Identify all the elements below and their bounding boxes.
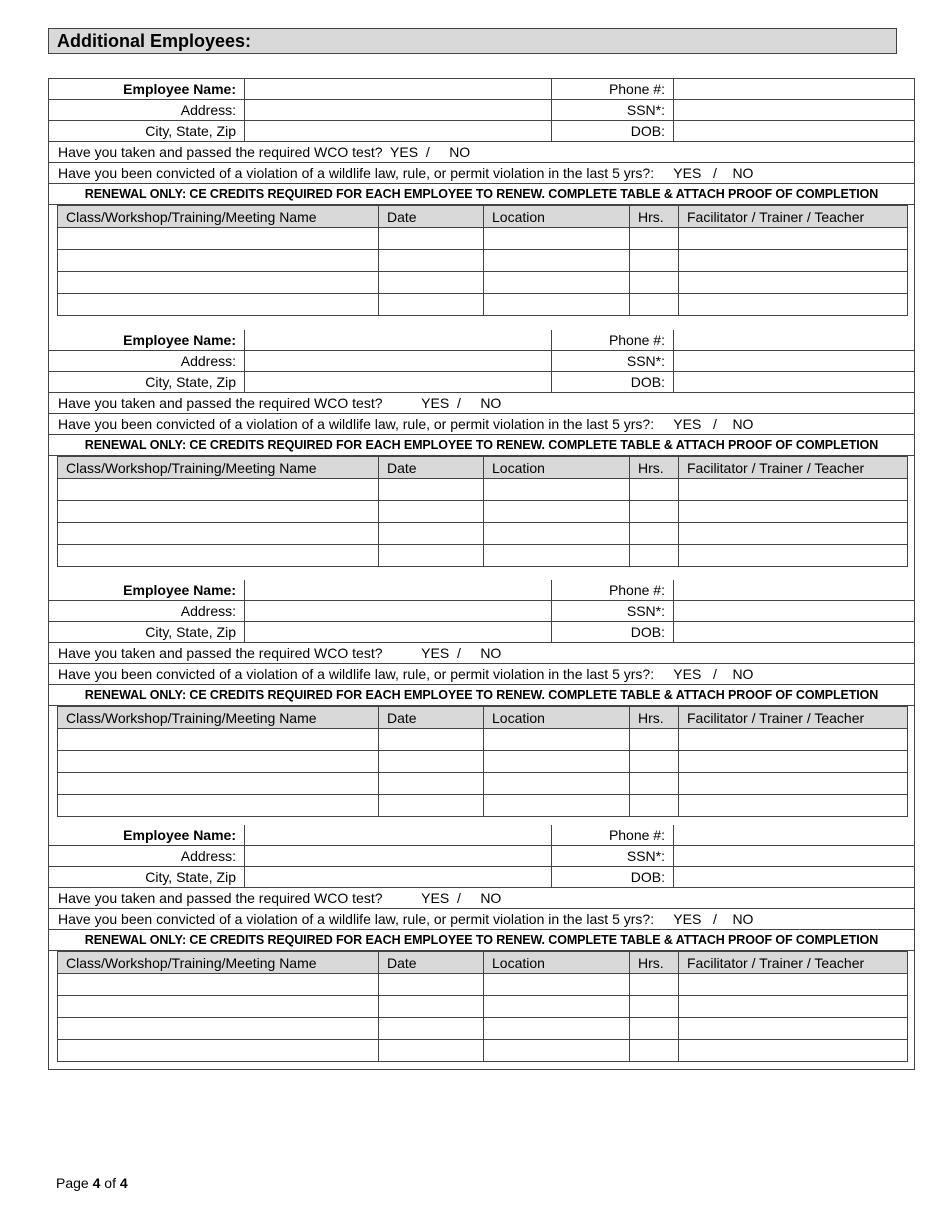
renewal-note: RENEWAL ONLY: CE CREDITS REQUIRED FOR EACH EMPLOYEE TO RENEW. COMPLETE TABLE & ATTACH PROOF OF COMPLETION (49, 184, 914, 205)
phone-label: Phone #: (552, 580, 674, 600)
col-location: Location (484, 952, 630, 974)
dob-field[interactable] (674, 121, 914, 141)
wco-test-question: Have you taken and passed the required WCO test? (58, 395, 383, 411)
location-cell[interactable] (484, 996, 630, 1018)
ce-table-row (58, 479, 908, 501)
city-row (49, 867, 914, 888)
ce-table-row (58, 996, 908, 1018)
ce-table-row (58, 523, 908, 545)
col-date: Date (379, 707, 484, 729)
violation-row (49, 909, 914, 930)
employee-name-label: Employee Name: (49, 580, 245, 600)
facilitator-cell[interactable] (679, 1018, 908, 1040)
wco-test-row (49, 888, 914, 909)
hours-cell[interactable] (630, 996, 679, 1018)
wco-no-option[interactable]: NO (480, 395, 502, 411)
class-name-cell[interactable] (58, 751, 379, 773)
facilitator-cell[interactable] (679, 974, 908, 996)
city-row (49, 121, 914, 142)
violation-yes-option[interactable]: YES (673, 911, 702, 927)
class-name-cell[interactable] (58, 228, 379, 250)
ce-table-row (58, 974, 908, 996)
address-field[interactable] (245, 846, 552, 866)
date-cell[interactable] (379, 1018, 484, 1040)
facilitator-cell[interactable] (679, 545, 908, 567)
class-name-cell[interactable] (58, 974, 379, 996)
hours-cell[interactable] (630, 479, 679, 501)
ce-table-row (58, 773, 908, 795)
ce-table-row (58, 729, 908, 751)
employee-name-field[interactable] (245, 79, 552, 99)
ssn-field[interactable] (674, 100, 914, 120)
city-state-zip-label: City, State, Zip (49, 372, 245, 392)
wco-test-question: Have you taken and passed the required WCO test? (58, 144, 383, 160)
facilitator-cell[interactable] (679, 773, 908, 795)
employee-block-1 (49, 79, 914, 316)
col-hours: Hrs. (630, 457, 679, 479)
facilitator-cell[interactable] (679, 523, 908, 545)
col-hours: Hrs. (630, 952, 679, 974)
facilitator-cell[interactable] (679, 250, 908, 272)
ce-credits-table (57, 205, 908, 316)
col-class-name: Class/Workshop/Training/Meeting Name (58, 457, 379, 479)
violation-no-option[interactable]: NO (732, 666, 754, 682)
violation-yes-option[interactable]: YES (673, 666, 702, 682)
address-label: Address: (49, 846, 245, 866)
address-label: Address: (49, 351, 245, 371)
section-title: Additional Employees: (48, 28, 897, 54)
wco-slash: / (456, 645, 461, 661)
hours-cell[interactable] (630, 974, 679, 996)
address-field[interactable] (245, 100, 552, 120)
wco-slash: / (456, 395, 461, 411)
page-current: 4 (92, 1175, 101, 1191)
city-state-zip-label: City, State, Zip (49, 121, 245, 141)
date-cell[interactable] (379, 729, 484, 751)
facilitator-cell[interactable] (679, 1040, 908, 1062)
class-name-cell[interactable] (58, 996, 379, 1018)
wco-yes-option[interactable]: YES (421, 395, 450, 411)
dob-field[interactable] (674, 372, 914, 392)
ce-table-row (58, 228, 908, 250)
date-cell[interactable] (379, 773, 484, 795)
city-state-zip-label: City, State, Zip (49, 622, 245, 642)
wco-test-question: Have you taken and passed the required WCO test? (58, 645, 383, 661)
ce-credits-table (57, 456, 908, 567)
violation-slash: / (712, 416, 717, 432)
employee-name-field[interactable] (245, 580, 552, 600)
address-label: Address: (49, 601, 245, 621)
col-date: Date (379, 457, 484, 479)
wco-test-row (49, 643, 914, 664)
col-location: Location (484, 206, 630, 228)
hours-cell[interactable] (630, 294, 679, 316)
dob-field[interactable] (674, 622, 914, 642)
ce-table-row (58, 795, 908, 817)
employee-name-field[interactable] (245, 330, 552, 350)
hours-cell[interactable] (630, 523, 679, 545)
ce-table-row (58, 1018, 908, 1040)
ce-table-row (58, 250, 908, 272)
name-row (49, 79, 914, 100)
date-cell[interactable] (379, 1040, 484, 1062)
name-row (49, 580, 914, 601)
facilitator-cell[interactable] (679, 751, 908, 773)
ce-table-row (58, 294, 908, 316)
date-cell[interactable] (379, 545, 484, 567)
date-cell[interactable] (379, 974, 484, 996)
hours-cell[interactable] (630, 729, 679, 751)
hours-cell[interactable] (630, 250, 679, 272)
page-total: 4 (119, 1175, 128, 1191)
hours-cell[interactable] (630, 545, 679, 567)
violation-row (49, 664, 914, 685)
ssn-field[interactable] (674, 351, 914, 371)
facilitator-cell[interactable] (679, 729, 908, 751)
class-name-cell[interactable] (58, 294, 379, 316)
class-name-cell[interactable] (58, 250, 379, 272)
employee-name-label: Employee Name: (49, 330, 245, 350)
city-state-zip-field[interactable] (245, 121, 552, 141)
date-cell[interactable] (379, 996, 484, 1018)
ssn-label: SSN*: (552, 100, 674, 120)
dob-label: DOB: (552, 867, 674, 887)
violation-slash: / (712, 666, 717, 682)
violation-yes-option[interactable]: YES (673, 416, 702, 432)
hours-cell[interactable] (630, 272, 679, 294)
facilitator-cell[interactable] (679, 294, 908, 316)
date-cell[interactable] (379, 751, 484, 773)
facilitator-cell[interactable] (679, 795, 908, 817)
col-location: Location (484, 457, 630, 479)
dob-field[interactable] (674, 867, 914, 887)
col-class-name: Class/Workshop/Training/Meeting Name (58, 206, 379, 228)
date-cell[interactable] (379, 228, 484, 250)
name-row (49, 825, 914, 846)
col-facilitator: Facilitator / Trainer / Teacher (679, 457, 908, 479)
wco-yes-option[interactable]: YES (421, 890, 450, 906)
hours-cell[interactable] (630, 1018, 679, 1040)
location-cell[interactable] (484, 545, 630, 567)
class-name-cell[interactable] (58, 545, 379, 567)
location-cell[interactable] (484, 523, 630, 545)
address-row (49, 846, 914, 867)
date-cell[interactable] (379, 479, 484, 501)
address-row (49, 100, 914, 121)
city-row (49, 622, 914, 643)
violation-no-option[interactable]: NO (732, 416, 754, 432)
location-cell[interactable] (484, 1018, 630, 1040)
wco-slash: / (425, 144, 430, 160)
employee-name-field[interactable] (245, 825, 552, 845)
page-of: of (104, 1175, 116, 1191)
date-cell[interactable] (379, 501, 484, 523)
violation-no-option[interactable]: NO (732, 911, 754, 927)
hours-cell[interactable] (630, 751, 679, 773)
ce-credits-table (57, 951, 908, 1062)
class-name-cell[interactable] (58, 479, 379, 501)
location-cell[interactable] (484, 479, 630, 501)
facilitator-cell[interactable] (679, 272, 908, 294)
class-name-cell[interactable] (58, 272, 379, 294)
location-cell[interactable] (484, 751, 630, 773)
page-prefix: Page (56, 1175, 89, 1191)
col-class-name: Class/Workshop/Training/Meeting Name (58, 707, 379, 729)
address-row (49, 601, 914, 622)
violation-slash: / (712, 911, 717, 927)
location-cell[interactable] (484, 501, 630, 523)
dob-label: DOB: (552, 372, 674, 392)
renewal-note: RENEWAL ONLY: CE CREDITS REQUIRED FOR EACH EMPLOYEE TO RENEW. COMPLETE TABLE & ATTACH PROOF OF COMPLETION (49, 685, 914, 706)
wco-slash: / (456, 890, 461, 906)
location-cell[interactable] (484, 773, 630, 795)
employee-name-label: Employee Name: (49, 79, 245, 99)
violation-slash: / (712, 165, 717, 181)
hours-cell[interactable] (630, 501, 679, 523)
wco-test-row (49, 142, 914, 163)
employees-form (48, 78, 915, 1070)
address-row (49, 351, 914, 372)
class-name-cell[interactable] (58, 795, 379, 817)
col-location: Location (484, 707, 630, 729)
location-cell[interactable] (484, 729, 630, 751)
dob-label: DOB: (552, 622, 674, 642)
wco-yes-option[interactable]: YES (390, 144, 419, 160)
phone-label: Phone #: (552, 330, 674, 350)
wco-no-option[interactable]: NO (480, 645, 502, 661)
facilitator-cell[interactable] (679, 479, 908, 501)
city-state-zip-label: City, State, Zip (49, 867, 245, 887)
ce-credits-table (57, 706, 908, 817)
col-hours: Hrs. (630, 206, 679, 228)
col-facilitator: Facilitator / Trainer / Teacher (679, 206, 908, 228)
address-field[interactable] (245, 601, 552, 621)
phone-field[interactable] (674, 580, 914, 600)
ce-table-row (58, 751, 908, 773)
hours-cell[interactable] (630, 795, 679, 817)
city-state-zip-field[interactable] (245, 867, 552, 887)
dob-label: DOB: (552, 121, 674, 141)
name-row (49, 330, 914, 351)
ce-table-row (58, 545, 908, 567)
col-facilitator: Facilitator / Trainer / Teacher (679, 952, 908, 974)
employee-block-2 (49, 330, 914, 567)
date-cell[interactable] (379, 294, 484, 316)
ssn-label: SSN*: (552, 351, 674, 371)
class-name-cell[interactable] (58, 523, 379, 545)
location-cell[interactable] (484, 1040, 630, 1062)
class-name-cell[interactable] (58, 1040, 379, 1062)
class-name-cell[interactable] (58, 1018, 379, 1040)
city-row (49, 372, 914, 393)
col-class-name: Class/Workshop/Training/Meeting Name (58, 952, 379, 974)
violation-row (49, 414, 914, 435)
facilitator-cell[interactable] (679, 228, 908, 250)
employee-block-3 (49, 580, 914, 817)
phone-field[interactable] (674, 79, 914, 99)
wco-no-option[interactable]: NO (449, 144, 471, 160)
facilitator-cell[interactable] (679, 996, 908, 1018)
location-cell[interactable] (484, 795, 630, 817)
class-name-cell[interactable] (58, 729, 379, 751)
location-cell[interactable] (484, 250, 630, 272)
ssn-field[interactable] (674, 846, 914, 866)
ce-table-row (58, 1040, 908, 1062)
violation-question: Have you been convicted of a violation of a wildlife law, rule, or permit violation in the last 5 yrs?: (58, 666, 655, 682)
hours-cell[interactable] (630, 228, 679, 250)
ce-header-row (58, 707, 908, 729)
address-label: Address: (49, 100, 245, 120)
date-cell[interactable] (379, 523, 484, 545)
facilitator-cell[interactable] (679, 501, 908, 523)
wco-test-row (49, 393, 914, 414)
city-state-zip-field[interactable] (245, 622, 552, 642)
phone-field[interactable] (674, 825, 914, 845)
employee-block-4 (49, 825, 914, 1062)
renewal-note: RENEWAL ONLY: CE CREDITS REQUIRED FOR EACH EMPLOYEE TO RENEW. COMPLETE TABLE & ATTACH PROOF OF COMPLETION (49, 435, 914, 456)
violation-no-option[interactable]: NO (732, 165, 754, 181)
wco-yes-option[interactable]: YES (421, 645, 450, 661)
location-cell[interactable] (484, 294, 630, 316)
location-cell[interactable] (484, 974, 630, 996)
phone-label: Phone #: (552, 825, 674, 845)
class-name-cell[interactable] (58, 773, 379, 795)
ssn-field[interactable] (674, 601, 914, 621)
class-name-cell[interactable] (58, 501, 379, 523)
date-cell[interactable] (379, 272, 484, 294)
ce-header-row (58, 457, 908, 479)
renewal-note: RENEWAL ONLY: CE CREDITS REQUIRED FOR EACH EMPLOYEE TO RENEW. COMPLETE TABLE & ATTACH PROOF OF COMPLETION (49, 930, 914, 951)
date-cell[interactable] (379, 795, 484, 817)
wco-test-question: Have you taken and passed the required WCO test? (58, 890, 383, 906)
phone-label: Phone #: (552, 79, 674, 99)
ce-header-row (58, 952, 908, 974)
city-state-zip-field[interactable] (245, 372, 552, 392)
violation-yes-option[interactable]: YES (673, 165, 702, 181)
hours-cell[interactable] (630, 1040, 679, 1062)
ce-header-row (58, 206, 908, 228)
ssn-label: SSN*: (552, 846, 674, 866)
ce-table-row (58, 501, 908, 523)
address-field[interactable] (245, 351, 552, 371)
ssn-label: SSN*: (552, 601, 674, 621)
location-cell[interactable] (484, 228, 630, 250)
violation-question: Have you been convicted of a violation of a wildlife law, rule, or permit violation in the last 5 yrs?: (58, 416, 655, 432)
col-facilitator: Facilitator / Trainer / Teacher (679, 707, 908, 729)
violation-row (49, 163, 914, 184)
phone-field[interactable] (674, 330, 914, 350)
location-cell[interactable] (484, 272, 630, 294)
col-date: Date (379, 952, 484, 974)
violation-question: Have you been convicted of a violation of a wildlife law, rule, or permit violation in the last 5 yrs?: (58, 911, 655, 927)
page-number (56, 1175, 128, 1191)
date-cell[interactable] (379, 250, 484, 272)
ce-table-row (58, 272, 908, 294)
employee-name-label: Employee Name: (49, 825, 245, 845)
hours-cell[interactable] (630, 773, 679, 795)
violation-question: Have you been convicted of a violation of a wildlife law, rule, or permit violation in the last 5 yrs?: (58, 165, 655, 181)
wco-no-option[interactable]: NO (480, 890, 502, 906)
col-hours: Hrs. (630, 707, 679, 729)
col-date: Date (379, 206, 484, 228)
